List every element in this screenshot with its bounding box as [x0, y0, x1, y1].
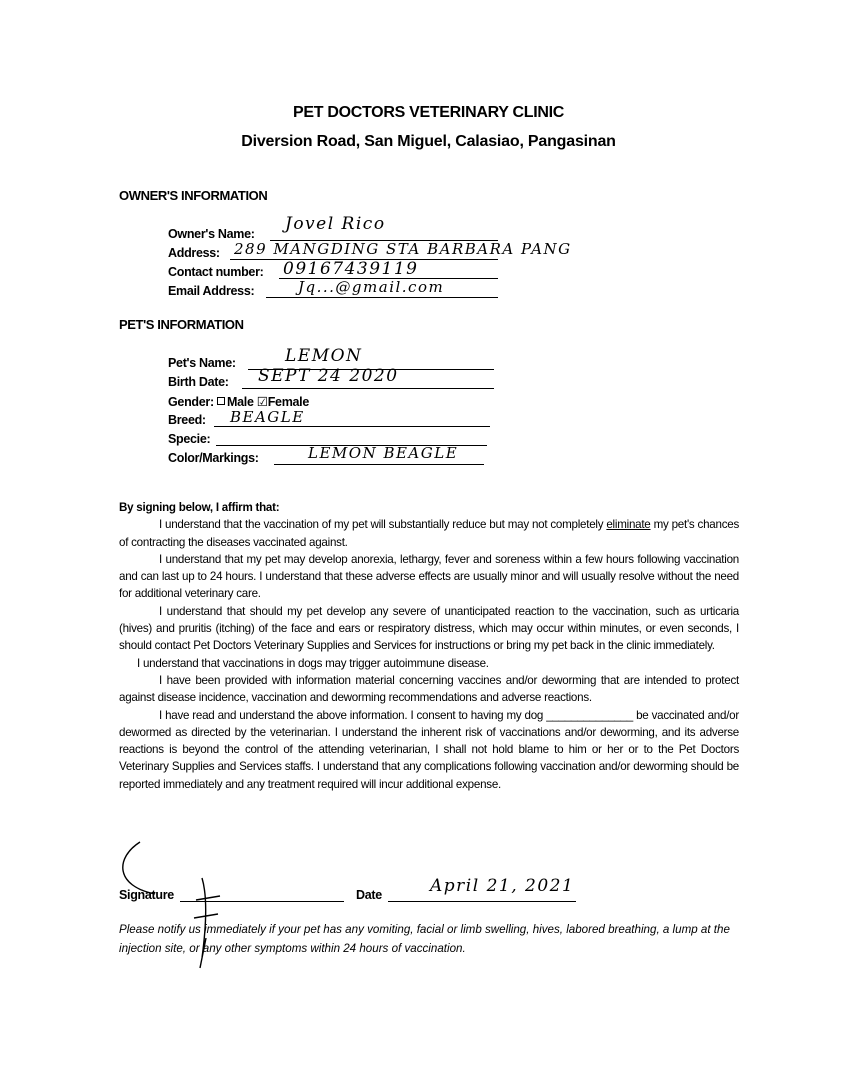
clinic-address: Diversion Road, San Miguel, Calasiao, Pangasinan: [241, 133, 616, 150]
gender-row: [168, 394, 309, 409]
consent-paragraph-5: I have been provided with information material concerning vaccines and/or deworming that are intended to protect against disease incidence, vaccination and deworming recommendations and adverse reactions.: [119, 673, 739, 705]
gender-female-label: Female: [267, 395, 309, 409]
consent-paragraph-6: I have read and understand the above information. I consent to having my dog ______________ be vaccinated and/or dewormed as directed by the veterinarian. I understand the inherent risk of vaccinations and/or deworming, and its adverse reactions is beyond the control of the attending veterinarian, I shall not hold blame to him or her or to the Pet Doctors Veterinary Supplies and Services staffs. I understand that any complications following vaccination and/or deworming should be reported immediately and any treatment required will incur additional expense.: [119, 708, 739, 791]
consent-paragraph-2: I understand that my pet may develop anorexia, lethargy, fever and soreness within a few hours following vaccination and can last up to 24 hours. I understand that these adverse effects are usually minor and will usually resolve without the need for additional veterinary care.: [119, 552, 739, 601]
breed-label: Breed:: [168, 413, 206, 427]
date-line: [388, 901, 576, 902]
owner-name-value[interactable]: Jovel Rico: [285, 214, 386, 234]
owner-name-label: Owner's Name:: [168, 227, 255, 241]
gender-female-checkbox[interactable]: ☑: [256, 395, 268, 409]
color-label: Color/Markings:: [168, 451, 259, 465]
clinic-name: PET DOCTORS VETERINARY CLINIC: [292, 104, 565, 121]
breed-value[interactable]: BEAGLE: [230, 408, 305, 426]
pet-name-label: Pet's Name:: [168, 356, 236, 370]
address-label: Address:: [168, 246, 220, 260]
gender-male-label: Male: [227, 395, 254, 409]
birth-date-line: [242, 388, 494, 389]
consent-paragraph-3: I understand that should my pet develop any severe of unanticipated reaction to the vaccination, such as urticaria (hives) and pruritis (itching) of the face and ears or respiratory distress, which may occur within minutes, or even seconds, I should contact Pet Doctors Veterinary Supplies and Services for instructions or bring my pet back in the clinic immediately.: [119, 604, 739, 653]
address-value[interactable]: 289 MANGDING STA BARBARA PANG: [234, 240, 572, 258]
consent-paragraph-4: I understand that vaccinations in dogs may trigger autoimmune disease.: [137, 656, 489, 670]
breed-line: [214, 426, 490, 427]
notice-text: Please notify us immediately if your pet has any vomiting, facial or limb swelling, hives, labored breathing, a lump at the injection site, or any other symptoms within 24 hours of vaccination.: [119, 923, 730, 955]
gender-male-checkbox[interactable]: [217, 397, 225, 405]
specie-label: Specie:: [168, 432, 211, 446]
contact-value[interactable]: 09167439119: [283, 259, 419, 279]
date-label: Date: [356, 888, 382, 902]
owner-section-title: OWNER'S INFORMATION: [119, 188, 268, 203]
email-label: Email Address:: [168, 284, 255, 298]
consent-paragraph-1: I understand that the vaccination of my pet will substantially reduce but may not completely eliminate my pet's chances of contracting the diseases vaccinated against.: [119, 518, 739, 549]
contact-label: Contact number:: [168, 265, 264, 279]
consent-text: [119, 499, 739, 793]
signature-label: Signature: [119, 888, 174, 902]
pet-section-title: PET'S INFORMATION: [119, 317, 244, 332]
email-line: [266, 297, 498, 298]
email-value[interactable]: Jq...@gmail.com: [298, 278, 445, 296]
gender-label: Gender:: [168, 395, 214, 409]
pet-name-value[interactable]: LEMON: [285, 346, 363, 366]
birth-date-value[interactable]: SEPT 24 2020: [258, 366, 399, 386]
affirm-heading: By signing below, I affirm that:: [119, 501, 280, 514]
birth-date-label: Birth Date:: [168, 375, 229, 389]
color-line: [274, 464, 484, 465]
color-value[interactable]: LEMON BEAGLE: [308, 444, 459, 462]
date-value[interactable]: April 21, 2021: [430, 876, 575, 896]
